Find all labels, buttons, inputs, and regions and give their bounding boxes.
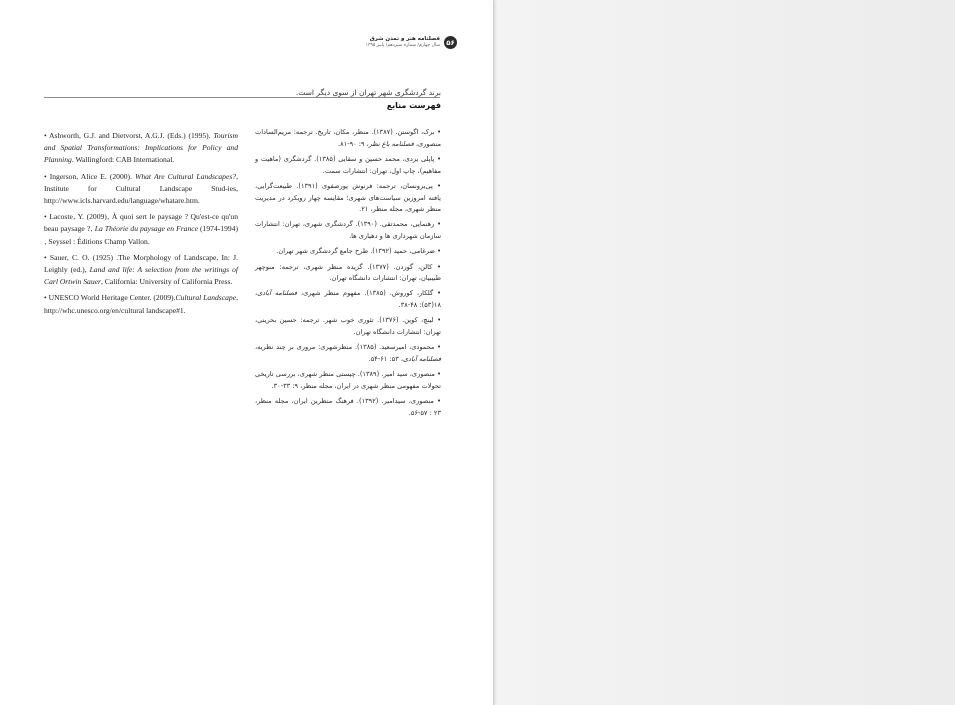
reference-item: • پی‌یرونسان، ترجمه: فرنوش پورصفوی (۱۳۹۱). طبیعت‌گرایی، یافته امروزین سیاست‌های شهری؛ مقایسه چهار رویکرد در مدیریت منظر شهری، مجله منظر، ۲۱. (255, 181, 441, 214)
reference-item: • Ingerson, Alice E. (2000). What Are Cultural Landscapes?, Institute for Cultural Landscape Stud-ies, http://www.icls.harvard.edu/language/whatare.htm. (44, 171, 238, 206)
reference-item: • منصوری، سید امیر. (۱۳۸۹). چیستی منظر شهری، بررسی تاریخی تحولات مفهومی منظر شهری در ایران، مجله منظر، ۹: ۳۳-۳۰. (255, 370, 442, 390)
reference-item: • UNESCO World Heritage Center. (2009).Cultural Landscape, http://whc.unesco.org/en/cultural landscape#1. (44, 293, 238, 315)
journal-info (366, 36, 440, 49)
reference-item: • منصوری، سیدامیر. (۱۳۹۲). فرهنگ منظرین ایران، مجله منظر، ۲۳ : ۵۷-۵۶. (255, 397, 441, 417)
reference-item: • محمودی، امیرسعید. (۱۳۸۵). منظرشهری: مروری بر چند نظریه، فصلنامه آبادی، ۵۳: ۶۱-۵۴. (255, 343, 441, 363)
reference-item: • Lacoste‚ Y. (2009)‚ À quoi sert le paysage ? Qu'est-ce qu'un beau paysage ?‚ La Théorie du paysage en France (1974-1994)‚ Seyssel : Éditions Champ Vallon. (44, 212, 238, 246)
journal-title: فصلنامه هنر و تمدن شرق (369, 36, 440, 42)
journal-issue: سال چهارم/ شماره سیزدهم/ پاییز ۱۳۹۵ (365, 43, 440, 48)
reference-item: • Ashworth, G.J. and Dietvorst, A.G.J. (Eds.) (1995). Tourism and Spatial Transformations: Implications for Policy and Planning. Wallingford: CAB International. (44, 131, 238, 165)
references-persian-column (255, 127, 441, 423)
reference-item: • کالن، گوردن. (۱۳۷۷). گزیده منظر شهری، ترجمه: منوچهر طبیبیان، تهران: انتشارات دانشگاه تهران. (255, 262, 441, 283)
page-number-badge: ۵۶ (444, 36, 457, 49)
reference-item: • پاپلی یزدی، محمد حسین و سقایی (۱۳۸۵). گردشگری (ماهیت و مفاهیم)، چاپ اول، تهران: انتشارات سمت. (255, 154, 441, 175)
reference-item: • ضرغامی، حمید (۱۳۹۲). طرح جامع گردشگری شهر تهران. (276, 247, 441, 256)
references-heading: فهرست منابع (386, 101, 441, 110)
section-divider (44, 97, 440, 98)
reference-item: • گلکار، کوروش. (۱۳۸۵). مفهوم منظر شهری، فصلنامه آبادی، ۱۸(۵۳): ۴۸-۳۸. (255, 289, 441, 310)
references-english-column (44, 130, 238, 321)
journal-header (366, 36, 457, 49)
reference-item: • لینچ، کوین. (۱۳۷۶). تئوری خوب شهر. ترجمه: حسین بحرینی، تهران: انتشارات دانشگاه تهران. (255, 316, 441, 337)
reference-item: • برک، اگوستن. (۱۳۸۷). منظر، مکان، تاریخ. ترجمه: مریم‌السادات منصوری، فصلنامه باغ نظر، ۹: ۹۰-۸۱. (255, 128, 441, 148)
reference-item: • Sauer, C. O. (1925) .The Morphology of Landscape, In: J. Leighly (ed.), Land and life: A selection from the writings of Carl Ortwin Sauer, California: University of California Press. (44, 252, 238, 287)
reference-item: • رهنمایی، محمدتقی. (۱۳۹۰). گردشگری شهری، تهران: انتشارات سازمان شهرداری ها و دهیاری ها. (255, 220, 441, 241)
body-continuation: برند گردشگری شهر تهران از سوی دیگر است. (295, 88, 441, 97)
